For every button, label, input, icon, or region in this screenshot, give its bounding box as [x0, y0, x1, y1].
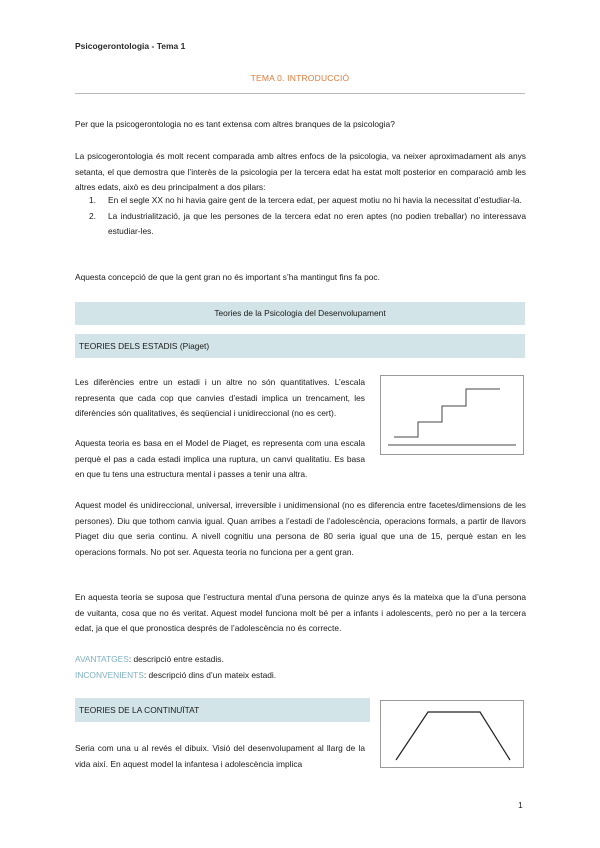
diagram-frame [381, 376, 524, 455]
inverted-u-line [396, 712, 510, 760]
continuity-paragraph-1: Seria com una u al revés el dibuix. Visió del desenvolupament al llarg de la vida així. En aquest model la infantesa i adolescència implica [75, 743, 365, 769]
disadvantages-text: : descripció dins d’un mateix estadi. [143, 669, 277, 680]
list-item-number: 1. [89, 195, 96, 205]
diagram-frame [381, 701, 524, 768]
page-number: 1 [518, 800, 523, 810]
question-paragraph: Per que la psicogerontologia no es tant extensa com altres branques de la psicologia? [75, 119, 395, 129]
list-item [75, 193, 526, 209]
inverted-u-diagram [380, 700, 524, 768]
staircase-diagram [380, 375, 524, 455]
list-item [75, 209, 526, 240]
section-heading-stages: TEORIES DELS ESTADIS (Piaget) [75, 334, 525, 358]
section-heading-main: Teories de la Psicologia del Desenvolupament [75, 302, 525, 325]
list-item-text: En el segle XX no hi havia gaire gent de la tercera edat, per aquest motiu no hi havia la necessitat d’estudiar-la. [108, 195, 522, 205]
section-heading-continuity: TEORIES DE LA CONTINUÏTAT [75, 698, 370, 722]
stages-paragraph-3: Aquest model és unidireccional, universal, irreversible i unidimensional (no es diferencia entre facetes/dimensions de les persones). Diu que tothom canvia igual. Quan arribes a l’estadi de l’adolescència, operacions formals, a partir de llavors Piaget diu que seria continu. A nivell cognitiu una persona de 80 seria igual que una de 15, perquè estan en les operacions formals. No pot ser. Aquesta teoria no funciona per a gent gran. [75, 500, 526, 557]
advantages-label: AVANTATGES [75, 654, 129, 664]
title-divider [75, 93, 525, 94]
list-item-text: La industrialització, ja que les persones de la tercera edat no eren aptes (no podien treballar) no interessava estudiar-les. [108, 210, 526, 237]
intro-paragraph: La psicogerontologia és molt recent comparada amb altres enfocs de la psicologia, va neixer aproximadament als anys setanta, el que demostra que l’interès de la psicologia per la tercera edat ha estat molt posterior en comparació amb les altres edats, això es deu principalment a dos pilars: [75, 151, 526, 193]
disadvantages-line [75, 668, 526, 684]
page-title: TEMA 0. INTRODUCCIÓ [250, 73, 350, 83]
disadvantages-label: INCONVENIENTS [75, 669, 144, 680]
list-item-number: 2. [89, 210, 96, 221]
advantages-line [75, 652, 526, 668]
stages-paragraph-4: En aquesta teoria se suposa que l’estructura mental d’una persona de quinze anys és la mateixa que la d’una persona de vuitanta, cosa que no és veritat. Aquest model funciona molt bé per a infants i adolescents, però no per a la tercera edat, ja que el que pronostica després de l’adolescència no és correcte. [75, 592, 526, 634]
advantages-text: : descripció entre estadis. [128, 654, 224, 664]
staircase-line [394, 389, 500, 437]
pros-cons-block [75, 652, 526, 683]
stages-paragraph-1: Les diferències entre un estadi i un altre no són quantitatives. L’escala representa que cada cop que canvies d’estadi implica un trencament, les diferències són qualitatives, és seqüencial i unidireccional (no es cert). [75, 377, 365, 419]
stages-paragraph-2: Aquesta teoria es basa en el Model de Piaget, es representa com una escala perquè el pas a cada estadi implica una ruptura, un canvi qualitatiu. Es basa en que tu tens una estructura mental i passes a tenir una altra. [75, 438, 365, 480]
running-header: Psicogerontologia - Tema 1 [75, 41, 186, 51]
reasons-list [75, 193, 526, 240]
conception-paragraph: Aquesta concepció de que la gent gran no és important s’ha mantingut fins fa poc. [75, 272, 380, 282]
